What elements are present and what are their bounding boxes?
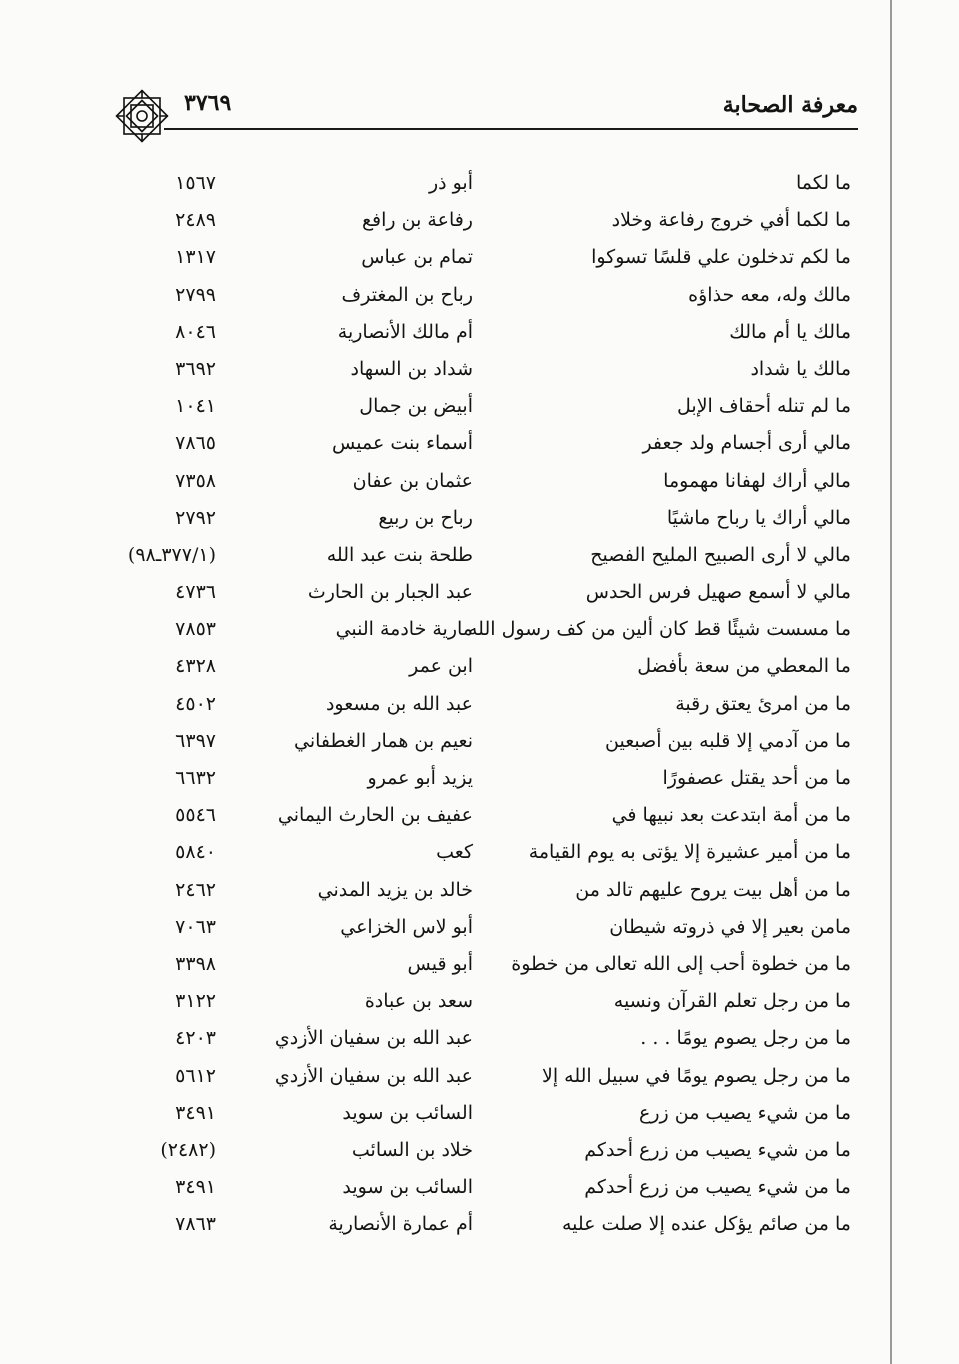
hadith-incipit: ما من رجل يصوم يومًا في سبيل الله إلا	[541, 1064, 851, 1087]
index-row	[0, 391, 959, 428]
index-row	[0, 280, 959, 317]
index-row	[0, 986, 959, 1023]
hadith-incipit: ما المعطي من سعة بأفضل	[637, 655, 851, 678]
reference-number: ٧٨٦٣	[175, 1213, 216, 1236]
hadith-incipit: مالي لا أرى الصبيح المليح الفصيح	[590, 543, 851, 566]
narrator-name: خالد بن يزيد المدني	[317, 878, 473, 901]
reference-number: ٤٢٠٣	[175, 1027, 216, 1050]
reference-number: ٤٧٣٦	[175, 581, 216, 604]
reference-number: ١٠٤١	[175, 395, 216, 418]
hadith-incipit: ما من آدمي إلا قلبه بين أصبعين	[605, 729, 851, 752]
index-row	[0, 428, 959, 465]
hadith-incipit: ما من أمة ابتدعت بعد نبيها في	[611, 804, 851, 827]
narrator-name: رفاعة بن رافع	[361, 209, 473, 232]
narrator-name: رباح بن المغترف	[341, 283, 473, 306]
narrator-name: أبو لاس الخزاعي	[340, 915, 473, 938]
hadith-incipit: مالك وله، معه حذاؤه	[688, 283, 851, 306]
narrator-name: عفيف بن الحارث اليماني	[277, 804, 473, 827]
narrator-name: ابن عمر	[409, 655, 473, 678]
reference-number: ٢٧٩٩	[175, 283, 216, 306]
hadith-incipit: مالي لا أسمع صهيل فرس الحدس	[585, 581, 851, 604]
hadith-incipit: ما من خطوة أحب إلى الله تعالى من خطوة	[511, 952, 851, 975]
index-row	[0, 875, 959, 912]
index-row	[0, 726, 959, 763]
reference-number: ٤٥٠٢	[175, 692, 216, 715]
index-row	[0, 837, 959, 874]
narrator-name: عثمان بن عفان	[352, 469, 473, 492]
narrator-name: كعب	[436, 841, 473, 864]
reference-number: ٥٥٤٦	[175, 804, 216, 827]
hadith-incipit: ما لم تنله أحقاف الإبل	[677, 395, 851, 418]
page-header	[112, 88, 858, 134]
narrator-name: تمام بن عباس	[361, 246, 473, 269]
hadith-incipit: ما من رجل تعلم القرآن ونسيه	[613, 990, 851, 1013]
index-row	[0, 242, 959, 279]
index-row	[0, 1023, 959, 1060]
reference-number: ٥٦١٢	[175, 1064, 216, 1087]
index-row	[0, 1061, 959, 1098]
reference-number: ٤٣٢٨	[175, 655, 216, 678]
narrator-name: طلحة بنت عبد الله	[326, 543, 473, 566]
narrator-name: أم عمارة الأنصارية	[328, 1213, 473, 1236]
reference-number: ٦٣٩٧	[175, 729, 216, 752]
hadith-incipit: مالي أراك يا رباح ماشيًا	[666, 506, 851, 529]
reference-number: ٢٤٦٢	[175, 878, 216, 901]
hadith-incipit: ما من امرئ يعتق رقبة	[675, 692, 851, 715]
hadith-incipit: ما من شيء يصيب من زرع	[639, 1101, 851, 1124]
index-row	[0, 503, 959, 540]
narrator-name: عبد الله بن سفيان الأزدي	[274, 1027, 473, 1050]
index-row	[0, 577, 959, 614]
hadith-incipit: ما من أحد يقتل عصفورًا	[662, 767, 851, 789]
narrator-name: خلاد بن السائب	[351, 1138, 473, 1161]
index-row	[0, 317, 959, 354]
reference-number: ٦٦٣٢	[175, 767, 216, 789]
reference-number: (٣٧٧/١ـ٩٨)	[127, 543, 216, 566]
reference-number: ٣٣٩٨	[175, 952, 216, 975]
index-row	[0, 912, 959, 949]
reference-number: ٣٤٩١	[175, 1101, 216, 1124]
hadith-incipit: ما من أهل بيت يروح عليهم تالد من	[575, 878, 851, 901]
narrator-name: أبو ذر	[428, 172, 473, 194]
index-row	[0, 1209, 959, 1246]
reference-number: ٧٠٦٣	[175, 915, 216, 938]
narrator-name: مارية خادمة النبي	[335, 618, 473, 641]
hadith-incipit: مالي أراك لهفانا مهموما	[663, 469, 851, 492]
octagram-ornament-icon	[112, 86, 172, 146]
narrator-name: يزيد أبو عمرو	[367, 767, 473, 789]
reference-number: ٣٦٩٢	[175, 357, 216, 380]
narrator-name: عبد الله بن مسعود	[325, 692, 473, 715]
index-row	[0, 651, 959, 688]
hadith-incipit: مالي أرى أجسام ولد جعفر	[642, 432, 851, 455]
index-row	[0, 1098, 959, 1135]
narrator-name: السائب بن سويد	[342, 1101, 473, 1124]
reference-number: ٧٣٥٨	[175, 469, 216, 492]
page-title: معرفة الصحابة	[722, 92, 858, 118]
index-row	[0, 168, 959, 205]
narrator-name: أبو قيس	[407, 952, 473, 975]
index-row	[0, 763, 959, 800]
header-rule	[164, 128, 858, 130]
index-row	[0, 949, 959, 986]
reference-number: ٢٧٩٢	[175, 506, 216, 529]
hadith-incipit: ما من شيء يصيب من زرع أحدكم	[584, 1176, 851, 1199]
narrator-name: عبد الجبار بن الحارث	[307, 581, 473, 604]
index-row	[0, 540, 959, 577]
index-row	[0, 466, 959, 503]
index-row	[0, 614, 959, 651]
index-row	[0, 1135, 959, 1172]
index-list	[0, 168, 959, 1246]
narrator-name: شداد بن السهاد	[350, 357, 473, 380]
hadith-incipit: مامن بعير إلا في ذروته شيطان	[609, 915, 851, 938]
reference-number: ١٣١٧	[175, 246, 216, 269]
narrator-name: نعيم بن همار الغطفاني	[293, 729, 473, 752]
narrator-name: السائب بن سويد	[342, 1176, 473, 1199]
reference-number: ٥٨٤٠	[175, 841, 216, 864]
page-number: ٣٧٦٩	[184, 90, 232, 116]
index-row	[0, 354, 959, 391]
reference-number: ٣٤٩١	[175, 1176, 216, 1199]
hadith-incipit: ما لكما أفي خروج رفاعة وخلاد	[611, 209, 851, 232]
hadith-incipit: ما من شيء يصيب من زرع أحدكم	[584, 1138, 851, 1161]
reference-number: (٢٤٨٢)	[160, 1138, 216, 1161]
reference-number: ٨٠٤٦	[175, 320, 216, 343]
reference-number: ١٥٦٧	[175, 172, 216, 194]
index-row	[0, 205, 959, 242]
reference-number: ٧٨٦٥	[175, 432, 216, 455]
index-row	[0, 689, 959, 726]
index-row	[0, 800, 959, 837]
hadith-incipit: مالك يا أم مالك	[729, 320, 851, 343]
hadith-incipit: ما من أمير عشيرة إلا يؤتى به يوم القيامة	[528, 841, 851, 864]
narrator-name: سعد بن عبادة	[364, 990, 473, 1013]
narrator-name: أسماء بنت عميس	[332, 432, 473, 455]
hadith-incipit: ما مسست شيئًا قط كان ألين من كف رسول الله	[467, 618, 851, 641]
index-row	[0, 1172, 959, 1209]
hadith-incipit: ما من رجل يصوم يومًا . . .	[640, 1027, 851, 1050]
narrator-name: أم مالك الأنصارية	[337, 320, 473, 343]
reference-number: ٧٨٥٣	[175, 618, 216, 641]
narrator-name: عبد الله بن سفيان الأزدي	[274, 1064, 473, 1087]
narrator-name: أبيض بن جمال	[359, 395, 473, 418]
reference-number: ٣١٢٢	[175, 990, 216, 1013]
hadith-incipit: ما لكما	[795, 172, 851, 194]
narrator-name: رباح بن ربيع	[378, 506, 473, 529]
hadith-incipit: مالك يا شداد	[750, 357, 851, 380]
reference-number: ٢٤٨٩	[175, 209, 216, 232]
hadith-incipit: ما من صائم يؤكل عنده إلا صلت عليه	[561, 1213, 851, 1236]
hadith-incipit: ما لكم تدخلون علي قلسًا تسوكوا	[591, 246, 851, 269]
